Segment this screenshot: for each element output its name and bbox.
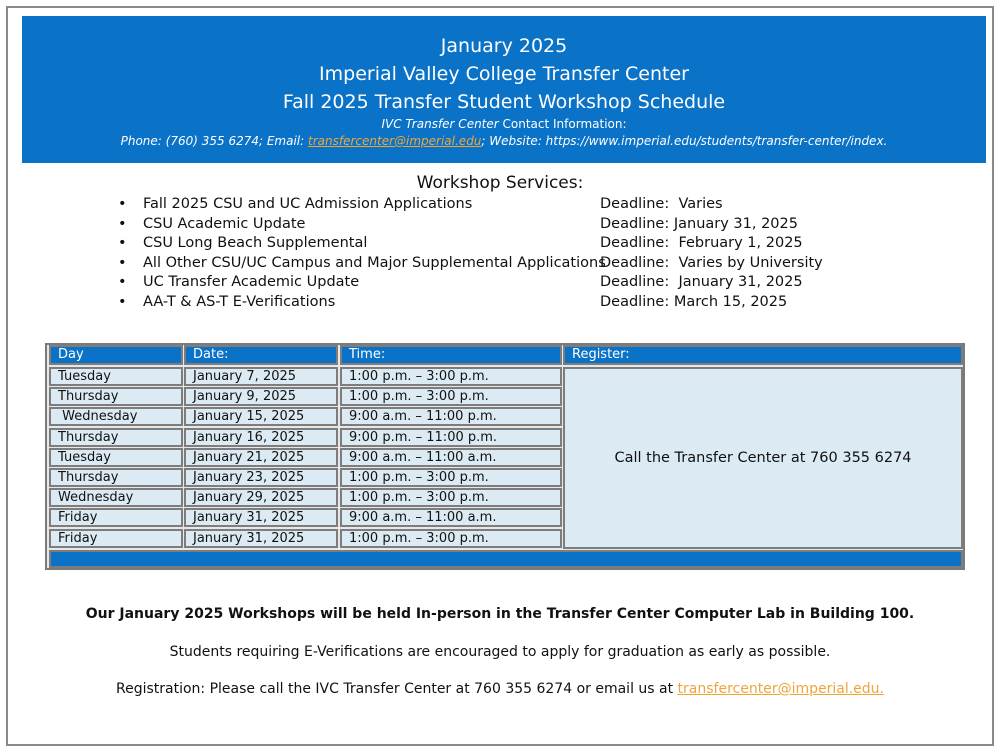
row-day: Tuesday (49, 448, 183, 467)
register-text: Call the Transfer Center at 760 355 6274 (614, 450, 912, 466)
row-date: January 16, 2025 (184, 428, 338, 447)
service-name: CSU Long Beach Supplemental (143, 235, 368, 251)
header-contact-heading (22, 116, 986, 132)
service-item (118, 195, 878, 215)
row-day: Friday (49, 529, 183, 548)
schedule-table (45, 343, 965, 570)
header-banner (22, 16, 986, 163)
row-day: Tuesday (49, 367, 183, 386)
website-text: ; Website: https://www.imperial.edu/students/transfer-center/index. (481, 134, 888, 148)
service-item (118, 254, 878, 274)
row-time: 1:00 p.m. – 3:00 p.m. (340, 387, 562, 406)
services-list (118, 195, 878, 312)
row-day: Thursday (49, 387, 183, 406)
row-time: 1:00 p.m. – 3:00 p.m. (340, 468, 562, 487)
row-date: January 31, 2025 (184, 529, 338, 548)
contact-center-name: IVC Transfer Center (381, 117, 499, 131)
e-verification-note: Students requiring E-Verifications are encouraged to apply for graduation as early as possible. (169, 644, 831, 660)
row-day: Thursday (49, 468, 183, 487)
header-schedule-title: Fall 2025 Transfer Student Workshop Schedule (282, 91, 726, 113)
header-register: Register: (563, 345, 963, 365)
service-name: CSU Academic Update (143, 215, 306, 232)
bullet-icon: • (118, 293, 127, 310)
row-date: January 23, 2025 (184, 468, 338, 487)
service-deadline: Deadline: February 1, 2025 (600, 235, 803, 251)
row-time: 1:00 p.m. – 3:00 p.m. (340, 367, 562, 386)
service-deadline: Deadline: Varies by University (600, 254, 823, 271)
header-date: Date: (184, 345, 338, 365)
row-date: January 29, 2025 (184, 488, 338, 507)
service-deadline: Deadline: Varies (600, 196, 723, 212)
row-date: January 15, 2025 (184, 407, 338, 426)
service-deadline: Deadline: January 31, 2025 (600, 274, 803, 290)
row-time: 9:00 a.m. – 11:00 p.m. (340, 407, 562, 426)
bullet-icon: • (118, 215, 127, 232)
bullet-icon: • (118, 196, 127, 212)
phone-text: Phone: (760) 355 6274; Email: (120, 134, 309, 148)
row-time: 1:00 p.m. – 3:00 p.m. (340, 488, 562, 507)
row-day: Thursday (49, 428, 183, 447)
service-deadline: Deadline: January 31, 2025 (600, 215, 798, 232)
service-name: AA-T & AS-T E-Verifications (143, 293, 336, 310)
row-time: 1:00 p.m. – 3:00 p.m. (340, 529, 562, 548)
register-cell (563, 367, 963, 549)
registration-note (0, 679, 1000, 699)
row-day: Wednesday (49, 488, 183, 507)
bullet-icon: • (118, 274, 127, 290)
table-footer-bar (49, 550, 963, 568)
registration-email-link[interactable]: transfercenter@imperial.edu. (677, 681, 884, 697)
registration-text: Registration: Please call the IVC Transfer Center at 760 355 6274 or email us at (115, 681, 678, 697)
service-name: Fall 2025 CSU and UC Admission Applications (143, 196, 473, 212)
row-time: 9:00 a.m. – 11:00 a.m. (340, 508, 562, 527)
service-item (118, 273, 878, 293)
header-college: Imperial Valley College Transfer Center (319, 63, 689, 85)
row-date: January 9, 2025 (184, 387, 338, 406)
row-time: 9:00 a.m. – 11:00 a.m. (340, 448, 562, 467)
row-time: 9:00 p.m. – 11:00 p.m. (340, 428, 562, 447)
header-month: January 2025 (440, 35, 568, 57)
services-title: Workshop Services: (416, 173, 584, 193)
workshop-location-note: Our January 2025 Workshops will be held In-person in the Transfer Center Computer Lab in Building 100. (85, 606, 915, 622)
bullet-icon: • (118, 254, 127, 271)
row-day: Friday (49, 508, 183, 527)
bullet-icon: • (118, 235, 127, 251)
header-contact-line (22, 133, 986, 149)
header-email-link[interactable]: transfercenter@imperial.edu (308, 134, 482, 148)
row-date: January 7, 2025 (184, 367, 338, 386)
header-time: Time: (340, 345, 562, 365)
service-deadline: Deadline: March 15, 2025 (600, 293, 788, 310)
service-name: All Other CSU/UC Campus and Major Supplemental Applications (143, 254, 606, 271)
row-date: January 31, 2025 (184, 508, 338, 527)
header-day: Day (49, 345, 183, 365)
service-item (118, 234, 878, 254)
contact-info-label: Contact Information: (498, 117, 627, 131)
service-item (118, 293, 878, 313)
row-day: Wednesday (49, 407, 183, 426)
service-item (118, 215, 878, 235)
service-name: UC Transfer Academic Update (143, 274, 360, 290)
row-date: January 21, 2025 (184, 448, 338, 467)
